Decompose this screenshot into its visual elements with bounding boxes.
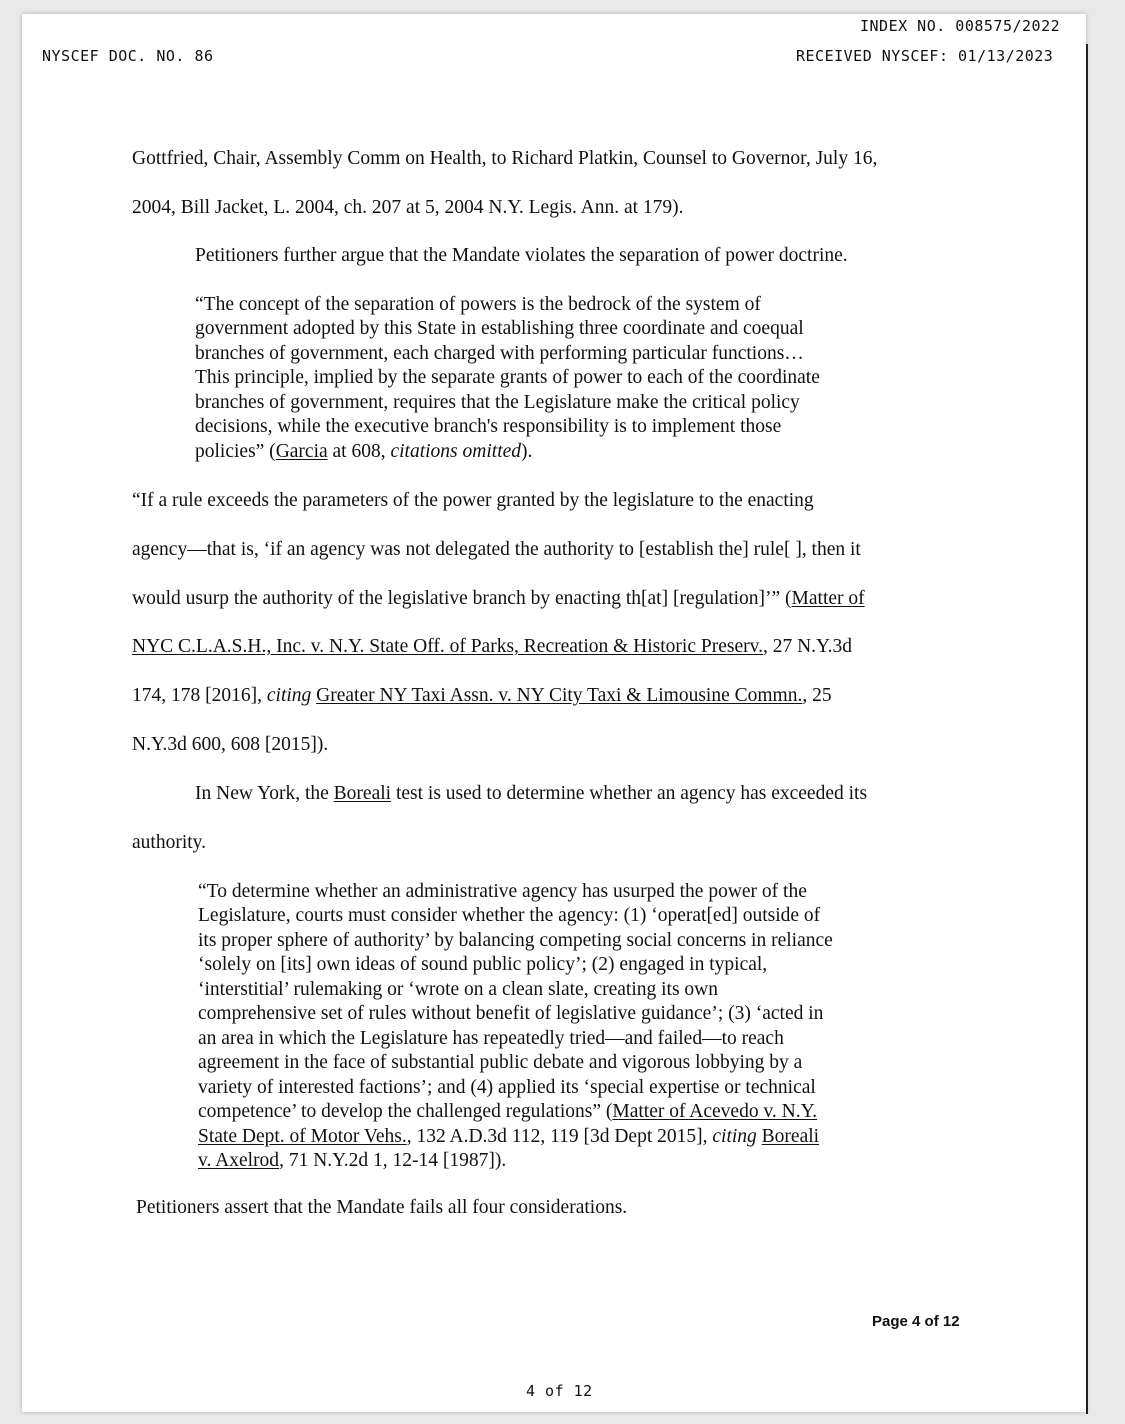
- index-number: INDEX NO. 008575/2022: [860, 17, 1061, 35]
- quote-text: , 132 A.D.3d 112, 119 [3d Dept 2015],: [406, 1126, 713, 1147]
- quote-line: government adopted by this State in establishing three coordinate and coequal: [195, 318, 804, 339]
- quote-line: ‘solely on [its] own ideas of sound public policy’; (2) engaged in typical,: [198, 954, 768, 975]
- case-citation: Matter of: [791, 588, 865, 609]
- quote-line: its proper sphere of authority’ by balancing competing social concerns in reliance: [198, 930, 833, 951]
- page-label: Page 4 of 12: [872, 1313, 960, 1330]
- quote-line: [195, 440, 532, 465]
- quote-line: comprehensive set of rules without benefit of legislative guidance’; (3) ‘acted in: [198, 1003, 824, 1024]
- body-line: [195, 783, 867, 805]
- case-citation-garcia: Garcia: [275, 441, 328, 462]
- case-citation-nyc-clash: NYC C.L.A.S.H., Inc. v. N.Y. State Off. of Parks, Recreation & Historic Preserv.: [132, 636, 763, 657]
- body-text: In New York, the: [195, 783, 334, 804]
- quote-line: branches of government, requires that the Legislature make the critical policy: [195, 392, 800, 413]
- quote-line: This principle, implied by the separate grants of power to each of the coordinate: [195, 367, 820, 388]
- body-line: [132, 685, 832, 707]
- quote-line: variety of interested factions’; and (4) applied its ‘special expertise or technical: [198, 1077, 816, 1098]
- body-line: N.Y.3d 600, 608 [2015]).: [132, 734, 329, 755]
- body-line: authority.: [132, 832, 207, 853]
- body-line: agency—that is, ‘if an agency was not delegated the authority to [establish the] rule[ ], then it: [132, 539, 861, 560]
- citation-signal: citing: [712, 1126, 757, 1147]
- quote-text: ).: [521, 441, 533, 462]
- quote-text: competence’ to develop the challenged regulations” (: [198, 1101, 613, 1122]
- quote-line: “To determine whether an administrative agency has usurped the power of the: [198, 881, 807, 902]
- body-line: [132, 636, 852, 658]
- body-line: “If a rule exceeds the parameters of the power granted by the legislature to the enacting: [132, 490, 814, 511]
- case-citation-boreali: v. Axelrod: [198, 1150, 280, 1171]
- case-citation-acevedo: Matter of Acevedo v. N.Y.: [612, 1101, 818, 1122]
- body-text: , 25: [802, 685, 832, 706]
- body-line: 2004, Bill Jacket, L. 2004, ch. 207 at 5, 2004 N.Y. Legis. Ann. at 179).: [132, 197, 684, 218]
- quote-line: [198, 1125, 819, 1150]
- body-line: Petitioners further argue that the Mandate violates the separation of power doctrine.: [195, 245, 848, 266]
- body-text: , 27 N.Y.3d: [762, 636, 852, 657]
- case-citation-acevedo: State Dept. of Motor Vehs.: [198, 1126, 407, 1147]
- page-count: 4 of 12: [526, 1382, 593, 1400]
- quote-text: at 608,: [327, 441, 391, 462]
- body-line: Petitioners assert that the Mandate fails all four considerations.: [136, 1197, 628, 1218]
- received-date: RECEIVED NYSCEF: 01/13/2023: [796, 47, 1054, 65]
- quote-line: [198, 1149, 506, 1174]
- quote-line: an area in which the Legislature has repeatedly tried—and failed—to reach: [198, 1028, 784, 1049]
- right-edge-rule: [1086, 44, 1088, 1414]
- nyscef-doc-number: NYSCEF DOC. NO. 86: [42, 47, 214, 65]
- citation-signal: citing: [266, 685, 312, 706]
- body-text: test is used to determine whether an agency has exceeded its: [391, 783, 868, 804]
- case-citation-boreali: Boreali: [761, 1126, 820, 1147]
- citation-signal: citations omitted: [390, 441, 522, 462]
- body-line: [132, 588, 865, 610]
- body-text: would usurp the authority of the legislative branch by enacting th[at] [regulation]’” (: [132, 588, 792, 609]
- quote-text: policies” (: [195, 441, 276, 462]
- body-text: 174, 178 [2016],: [132, 685, 267, 706]
- quote-line: ‘interstitial’ rulemaking or ‘wrote on a clean slate, creating its own: [198, 979, 718, 1000]
- quote-line: [198, 1100, 817, 1125]
- quote-line: agreement in the face of substantial public debate and vigorous lobbying by a: [198, 1052, 803, 1073]
- case-citation-greater-ny-taxi: Greater NY Taxi Assn. v. NY City Taxi & Limousine Commn.: [316, 685, 803, 706]
- quote-line: branches of government, each charged with performing particular functions…: [195, 343, 804, 364]
- quote-text: , 71 N.Y.2d 1, 12-14 [1987]).: [279, 1150, 507, 1171]
- quote-line: Legislature, courts must consider whether the agency: (1) ‘operat[ed] outside of: [198, 905, 821, 926]
- body-line: Gottfried, Chair, Assembly Comm on Health, to Richard Platkin, Counsel to Governor, July 16,: [132, 148, 878, 169]
- quote-line: “The concept of the separation of powers is the bedrock of the system of: [195, 294, 761, 315]
- case-citation-boreali: Boreali: [333, 783, 392, 804]
- quote-line: decisions, while the executive branch's responsibility is to implement those: [195, 416, 782, 437]
